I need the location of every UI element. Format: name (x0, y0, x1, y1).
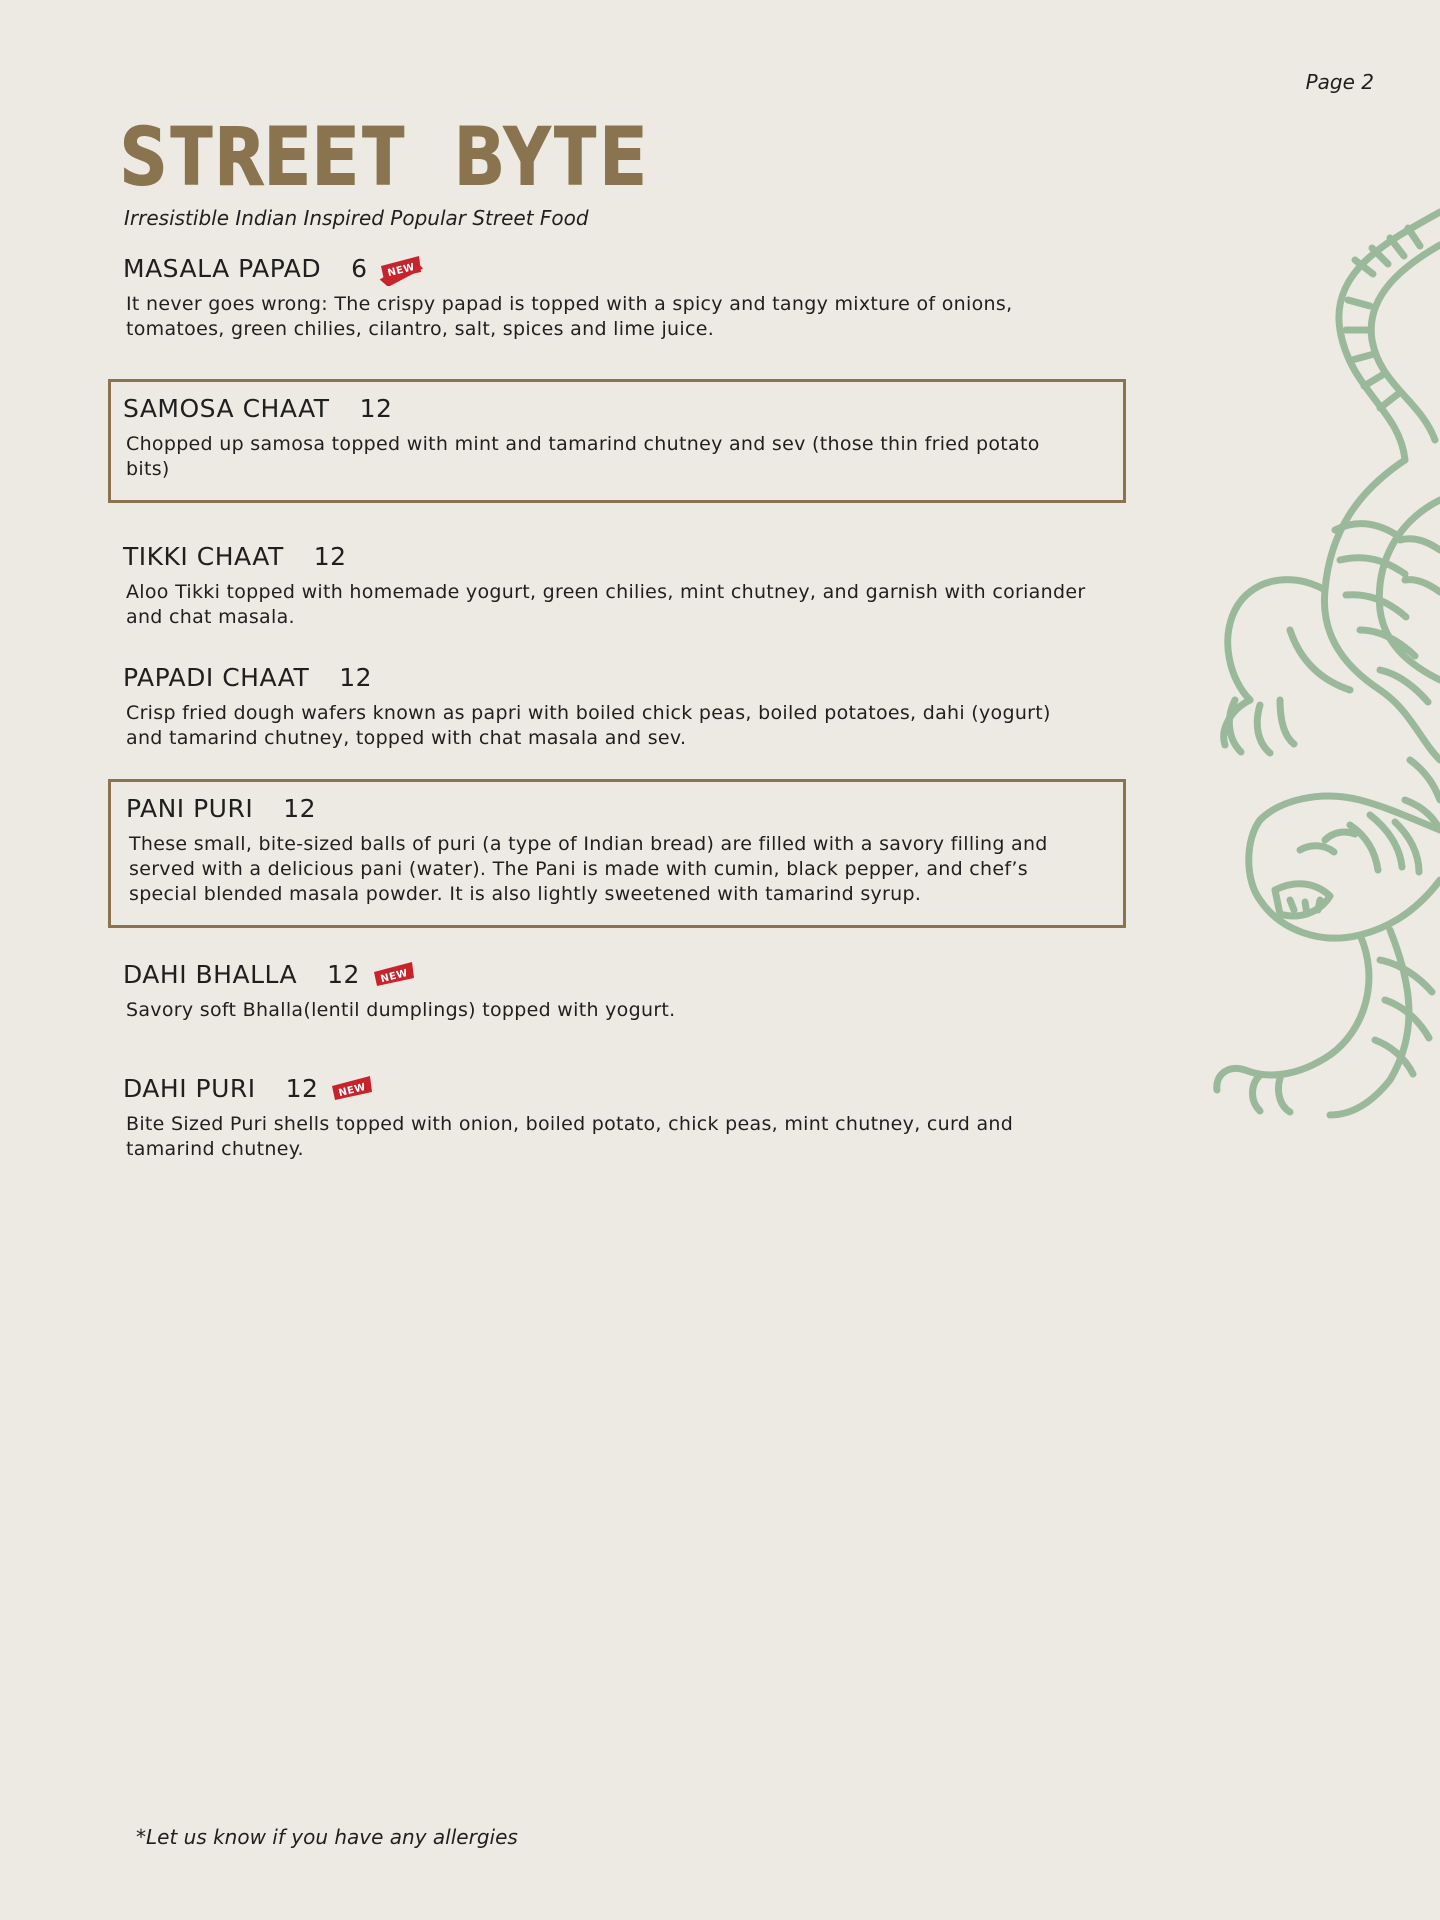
item-description: Bite Sized Puri shells topped with onion, boiled potato, chick peas, mint chutney, curd and tamarind chutney. (126, 1113, 1014, 1160)
item-name: TIKKI CHAAT (123, 542, 284, 571)
menu-item-papadi-chaat (108, 661, 1126, 751)
brand-subtitle: Irresistible Indian Inspired Popular Street Food (124, 206, 589, 230)
item-name: PAPADI CHAAT (123, 663, 310, 692)
brand-title: STREET BYTE (120, 113, 648, 203)
item-price: 12 (359, 394, 393, 423)
new-badge-icon (326, 1072, 378, 1106)
item-description: These small, bite-sized balls of puri (a type of Indian bread) are filled with a savory filling and served with a delicious pani (water). The Pani is made with cumin, black pepper, and chef’s special blended masala powder. It is also lightly sweetened with tamarind syrup. (129, 833, 1048, 905)
item-description: Aloo Tikki topped with homemade yogurt, green chilies, mint chutney, and garnish with coriander and chat masala. (126, 581, 1086, 628)
item-price: 12 (285, 1074, 319, 1103)
item-description: Crisp fried dough wafers known as papri with boiled chick peas, boiled potatoes, dahi (yogurt) and tamarind chutney, topped with chat masala and sev. (126, 702, 1051, 749)
item-price: 6 (351, 254, 368, 283)
item-price: 12 (339, 663, 373, 692)
menu-item-pani-puri (108, 779, 1126, 928)
item-description: Chopped up samosa topped with mint and tamarind chutney and sev (those thin fried potato bits) (126, 433, 1040, 480)
allergy-note: *Let us know if you have any allergies (136, 1825, 518, 1849)
menu-item-masala-papad (108, 252, 1126, 342)
item-name: DAHI PURI (123, 1074, 256, 1103)
page-label: Page 2 (1305, 70, 1374, 94)
badge-text: NEW (338, 1081, 368, 1100)
menu-item-tikki-chaat (108, 540, 1126, 630)
menu-item-dahi-bhalla (108, 958, 1126, 1023)
menu-item-samosa-chaat (108, 379, 1126, 503)
new-badge-icon (375, 252, 427, 286)
item-name: MASALA PAPAD (123, 254, 322, 283)
brand-header (120, 113, 648, 230)
badge-text: NEW (387, 261, 417, 280)
item-price: 12 (283, 794, 317, 823)
item-price: 12 (327, 960, 360, 989)
badge-text: NEW (379, 967, 410, 986)
item-name: DAHI BHALLA (123, 960, 298, 989)
item-name: PANI PURI (126, 794, 254, 823)
item-description: Savory soft Bhalla(lentil dumplings) topped with yogurt. (126, 999, 676, 1021)
menu-item-dahi-puri (108, 1072, 1126, 1162)
item-description: It never goes wrong: The crispy papad is topped with a spicy and tangy mixture of onions, tomatoes, green chilies, cilantro, salt, spices and lime juice. (126, 293, 1013, 340)
tiger-illustration-icon (1150, 200, 1440, 1140)
item-price: 12 (313, 542, 347, 571)
item-name: SAMOSA CHAAT (123, 394, 330, 423)
new-badge-icon (368, 958, 420, 992)
